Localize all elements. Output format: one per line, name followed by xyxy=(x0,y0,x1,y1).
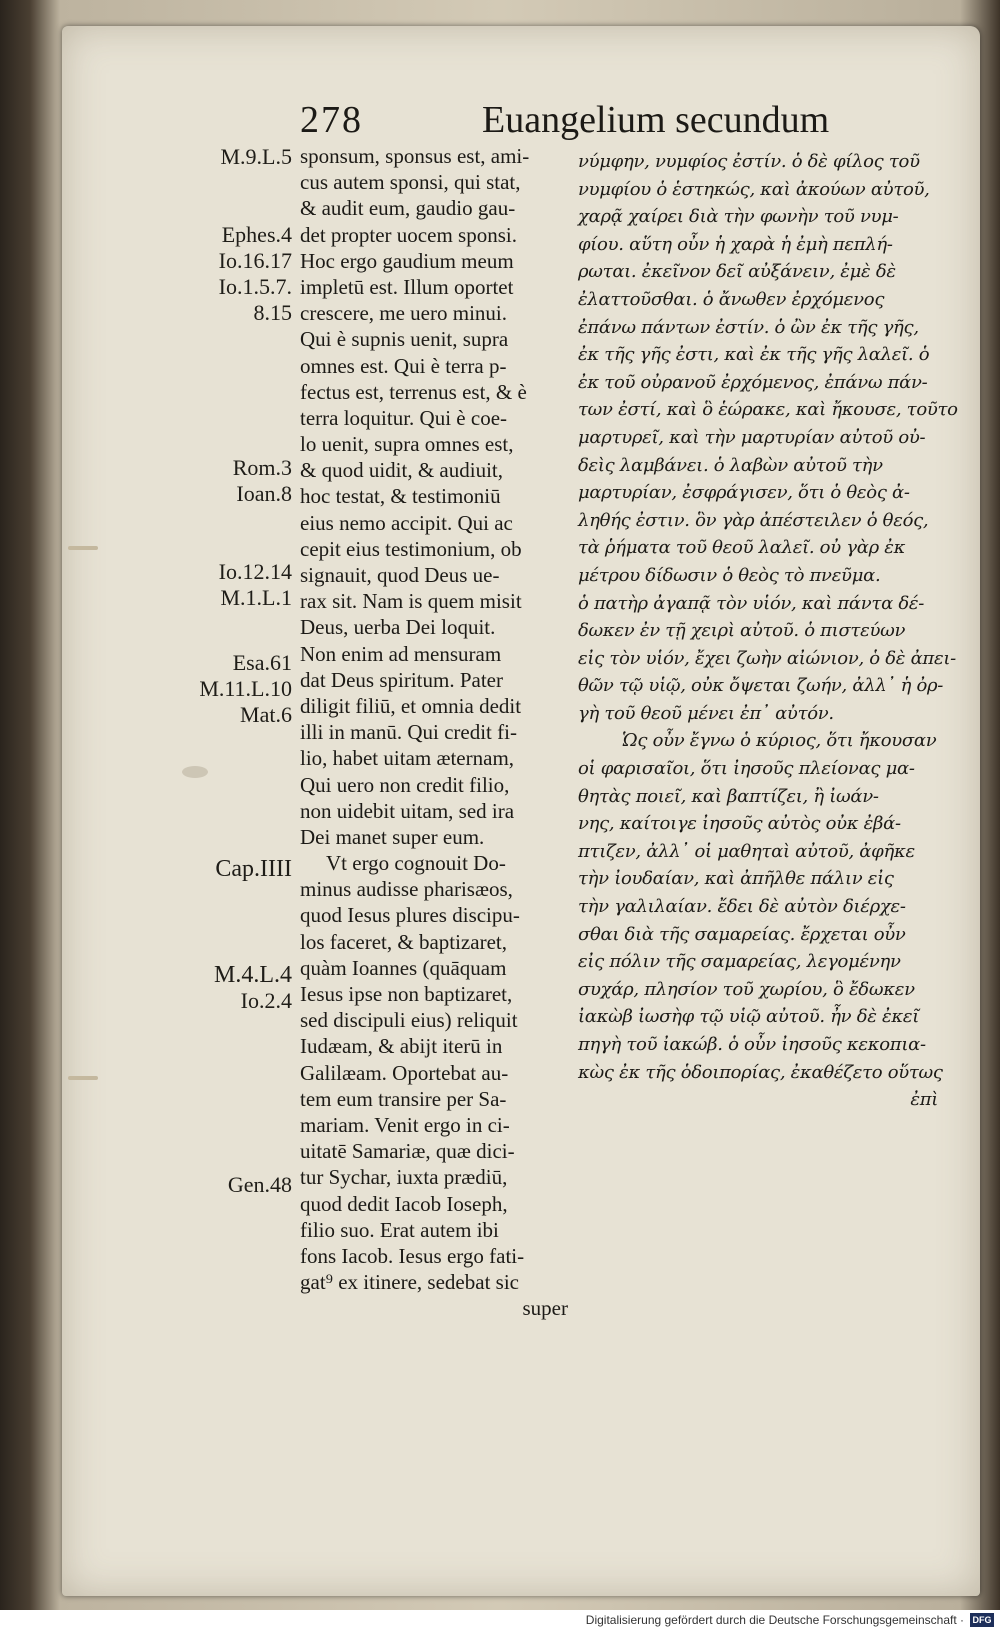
greek-line: κὼς ἐκ τῆς ὁδοιπορίας, ἐκαθέζετο οὕτως xyxy=(578,1061,943,1083)
greek-line: ἐλαττοῦσθαι. ὁ ἄνωθεν ἐρχόμενος xyxy=(578,288,885,310)
latin-line: lo uenit, supra omnes est, xyxy=(300,432,514,457)
greek-line: θῶν τῷ υἱῷ, οὐκ ὄψεται ζωήν, ἀλλ᾽ ἡ ὀρ- xyxy=(578,675,944,697)
latin-line: gat⁹ ex itinere, sedebat sic xyxy=(300,1270,519,1295)
greek-line: πτιζεν, ἀλλ᾽ οἱ μαθηταὶ αὐτοῦ, ἀφῆκε xyxy=(578,840,915,862)
latin-line: diligit filiū, et omnia dedit xyxy=(300,693,522,718)
greek-line: ἐκ τοῦ οὐρανοῦ ἐρχόμενος, ἐπάνω πάν- xyxy=(578,371,928,393)
ink-smudge xyxy=(182,766,208,778)
latin-line: tur Sychar, iuxta prædiū, xyxy=(300,1165,508,1190)
latin-line: los faceret, & baptizaret, xyxy=(300,929,507,954)
greek-line: ἐκ τῆς γῆς ἐστι, καὶ ἐκ τῆς γῆς λαλεῖ. ὁ xyxy=(578,344,930,366)
margin-note: Io.12.14 xyxy=(218,559,292,584)
latin-line: signauit, quod Deus ue- xyxy=(300,563,500,587)
dfg-logo: DFG xyxy=(970,1613,994,1627)
latin-line: sponsum, sponsus est, ami- xyxy=(300,144,530,168)
greek-line: νυμφίου ὁ ἑστηκώς, καὶ ἀκούων αὐτοῦ, xyxy=(578,178,930,200)
latin-line: & audit eum, gaudio gau- xyxy=(300,196,516,221)
running-title: Euangelium secundum xyxy=(482,99,830,141)
greek-line: ρωται. ἐκεῖνον δεῖ αὐξάνειν, ἐμὲ δὲ xyxy=(578,261,896,283)
margin-note: M.1.L.1 xyxy=(220,585,292,610)
greek-line: μαρτυρίαν, ἐσφράγισεν, ὅτι ὁ θεὸς ἀ- xyxy=(578,482,910,504)
greek-line: δεὶς λαμβάνει. ὁ λαβὼν αὐτοῦ τὴν xyxy=(578,454,883,476)
latin-line: dat Deus spiritum. Pater xyxy=(300,667,503,692)
latin-line: terra loquitur. Qui è coe- xyxy=(300,405,508,430)
latin-line: mariam. Venit ergo in ci- xyxy=(300,1112,510,1137)
latin-line: Qui uero non credit filio, xyxy=(300,772,510,797)
chapter-marker: Cap.IIII xyxy=(215,856,292,882)
greek-line: πηγὴ τοῦ ἰακώβ. ὁ οὖν ἰησοῦς κεκοπια- xyxy=(578,1034,926,1055)
greek-line: σθαι διὰ τῆς σαμαρείας. ἔρχεται οὖν xyxy=(578,923,906,945)
greek-line: θητὰς ποιεῖ, καὶ βαπτίζει, ἢ ἰωάν- xyxy=(578,785,879,807)
binding-thread xyxy=(68,1076,98,1080)
greek-line: ἐπάνω πάντων ἐστίν. ὁ ὢν ἐκ τῆς γῆς, xyxy=(578,316,919,338)
footer-bar xyxy=(0,1610,1000,1632)
margin-note: Gen.48 xyxy=(227,1172,292,1197)
latin-line: impletū est. Illum oportet xyxy=(300,274,514,299)
greek-line: εἰς τὸν υἱόν, ἔχει ζωὴν αἰώνιον, ὁ δὲ ἀπει- xyxy=(578,647,956,669)
greek-line: τὰ ῥήματα τοῦ θεοῦ λαλεῖ. οὐ γὰρ ἐκ xyxy=(578,537,906,559)
latin-line: Qui è supnis uenit, supra xyxy=(300,327,509,352)
latin-line: non uidebit uitam, sed ira xyxy=(300,798,515,823)
latin-line: Deus, uerba Dei loquit. xyxy=(300,615,496,640)
greek-line: ἰακὼβ ἰωσὴφ τῷ υἱῷ αὐτοῦ. ἦν δὲ ἐκεῖ xyxy=(578,1006,920,1028)
greek-column xyxy=(578,148,958,1114)
margin-note: M.9.L.5 xyxy=(220,144,292,169)
margin-note: Esa.61 xyxy=(232,650,292,675)
greek-catchword: ἐπὶ xyxy=(910,1089,938,1111)
latin-line: filio suo. Erat autem ibi xyxy=(300,1217,499,1242)
latin-line: quod Iesus plures discipu- xyxy=(300,903,520,928)
margin-note: Io.2.4 xyxy=(240,988,292,1013)
greek-line: των ἐστί, καὶ ὃ ἑώρακε, καὶ ἤκουσε, τοῦτο xyxy=(578,399,958,421)
latin-line: fons Iacob. Iesus ergo fati- xyxy=(300,1243,525,1268)
greek-line: οἱ φαρισαῖοι, ὅτι ἰησοῦς πλείονας μα- xyxy=(578,758,915,780)
greek-line: μέτρου δίδωσιν ὁ θεὸς τὸ πνεῦμα. xyxy=(578,564,881,586)
latin-line: eius nemo accipit. Qui ac xyxy=(300,510,513,535)
latin-line: & quod uidit, & audiuit, xyxy=(300,458,503,483)
latin-column xyxy=(300,143,568,1321)
latin-line: Vt ergo cognouit Do- xyxy=(326,851,506,876)
latin-line: Hoc ergo gaudium meum xyxy=(300,248,514,273)
greek-line: εἰς πόλιν τῆς σαμαρείας, λεγομένην xyxy=(578,951,901,973)
greek-line: νύμφην, νυμφίος ἐστίν. ὁ δὲ φίλος τοῦ xyxy=(578,151,920,172)
margin-note: M.11.L.10 xyxy=(199,676,292,701)
greek-line: γὴ τοῦ θεοῦ μένει ἐπ᾽ αὐτόν. xyxy=(578,702,834,724)
latin-line: uitatē Samariæ, quæ dici- xyxy=(300,1139,515,1164)
margin-note: 8.15 xyxy=(253,300,292,325)
greek-line: ληθής ἐστιν. ὃν γὰρ ἀπέστειλεν ὁ θεός, xyxy=(578,509,929,531)
latin-line: quàm Ioannes (quāquam xyxy=(300,955,507,980)
margin-note: Rom.3 xyxy=(232,455,292,480)
margin-note: Ioan.8 xyxy=(236,481,292,506)
margin-note: Mat.6 xyxy=(240,702,292,727)
margin-note: Io.1.5.7. xyxy=(218,274,292,299)
latin-line: quod dedit Iacob Ioseph, xyxy=(300,1191,508,1216)
greek-line: νης, καίτοιγε ἰησοῦς αὐτὸς οὐκ ἐβά- xyxy=(578,813,901,835)
latin-line: omnes est. Qui è terra p- xyxy=(300,353,507,378)
binding-thread xyxy=(68,546,98,550)
latin-line: lio, habet uitam æternam, xyxy=(300,746,515,771)
latin-line: tem eum transire per Sa- xyxy=(300,1086,507,1111)
latin-line: sed discipuli eius) reliquit xyxy=(300,1008,518,1033)
latin-line: Iesus ipse non baptizaret, xyxy=(300,982,513,1006)
greek-line: τὴν γαλιλαίαν. ἔδει δὲ αὐτὸν διέρχε- xyxy=(578,896,906,918)
latin-line: Non enim ad mensuram xyxy=(300,641,502,666)
margin-note: Io.16.17 xyxy=(218,248,292,273)
greek-line: Ὡς οὖν ἔγνω ὁ κύριος, ὅτι ἤκουσαν xyxy=(622,730,937,752)
greek-line: φίου. αὕτη οὖν ἡ χαρὰ ἡ ἐμὴ πεπλή- xyxy=(578,233,893,255)
latin-line: crescere, me uero minui. xyxy=(300,301,507,326)
latin-line: rax sit. Nam is quem misit xyxy=(300,589,522,614)
latin-line: Dei manet super eum. xyxy=(300,824,485,849)
margin-note: Ephes.4 xyxy=(221,222,292,247)
latin-line: Iudæam, & abijt iterū in xyxy=(300,1034,503,1059)
margin-note: M.4.L.4 xyxy=(214,962,292,988)
latin-line: fectus est, terrenus est, & è xyxy=(300,379,527,404)
greek-line: χαρᾷ χαίρει διὰ τὴν φωνὴν τοῦ νυμ- xyxy=(578,206,899,228)
greek-line: ὁ πατὴρ ἀγαπᾷ τὸν υἱόν, καὶ πάντα δέ- xyxy=(578,592,925,614)
latin-line: minus audisse pharisæos, xyxy=(300,877,513,902)
latin-line: Galilæam. Oportebat au- xyxy=(300,1060,509,1085)
greek-line: μαρτυρεῖ, καὶ τὴν μαρτυρίαν αὐτοῦ οὐ- xyxy=(578,426,926,448)
greek-line: τὴν ἰουδαίαν, καὶ ἀπῆλθε πάλιν εἰς xyxy=(578,868,894,890)
latin-line: cus autem sponsi, qui stat, xyxy=(300,170,521,195)
catchword: super xyxy=(522,1296,568,1321)
footer-credit: Digitalisierung gefördert durch die Deutsche Forschungsgemeinschaft · xyxy=(585,1613,964,1627)
latin-line: hoc testat, & testimoniū xyxy=(300,484,501,509)
latin-line: det propter uocem sponsi. xyxy=(300,222,517,247)
greek-line: συχάρ, πλησίον τοῦ χωρίου, ὃ ἔδωκεν xyxy=(578,978,915,1000)
latin-line: cepit eius testimonium, ob xyxy=(300,536,522,561)
page-number: 278 xyxy=(300,99,363,141)
latin-line: illi in manū. Qui credit fi- xyxy=(300,720,517,745)
greek-line: δωκεν ἐν τῇ χειρὶ αὐτοῦ. ὁ πιστεύων xyxy=(578,620,906,642)
